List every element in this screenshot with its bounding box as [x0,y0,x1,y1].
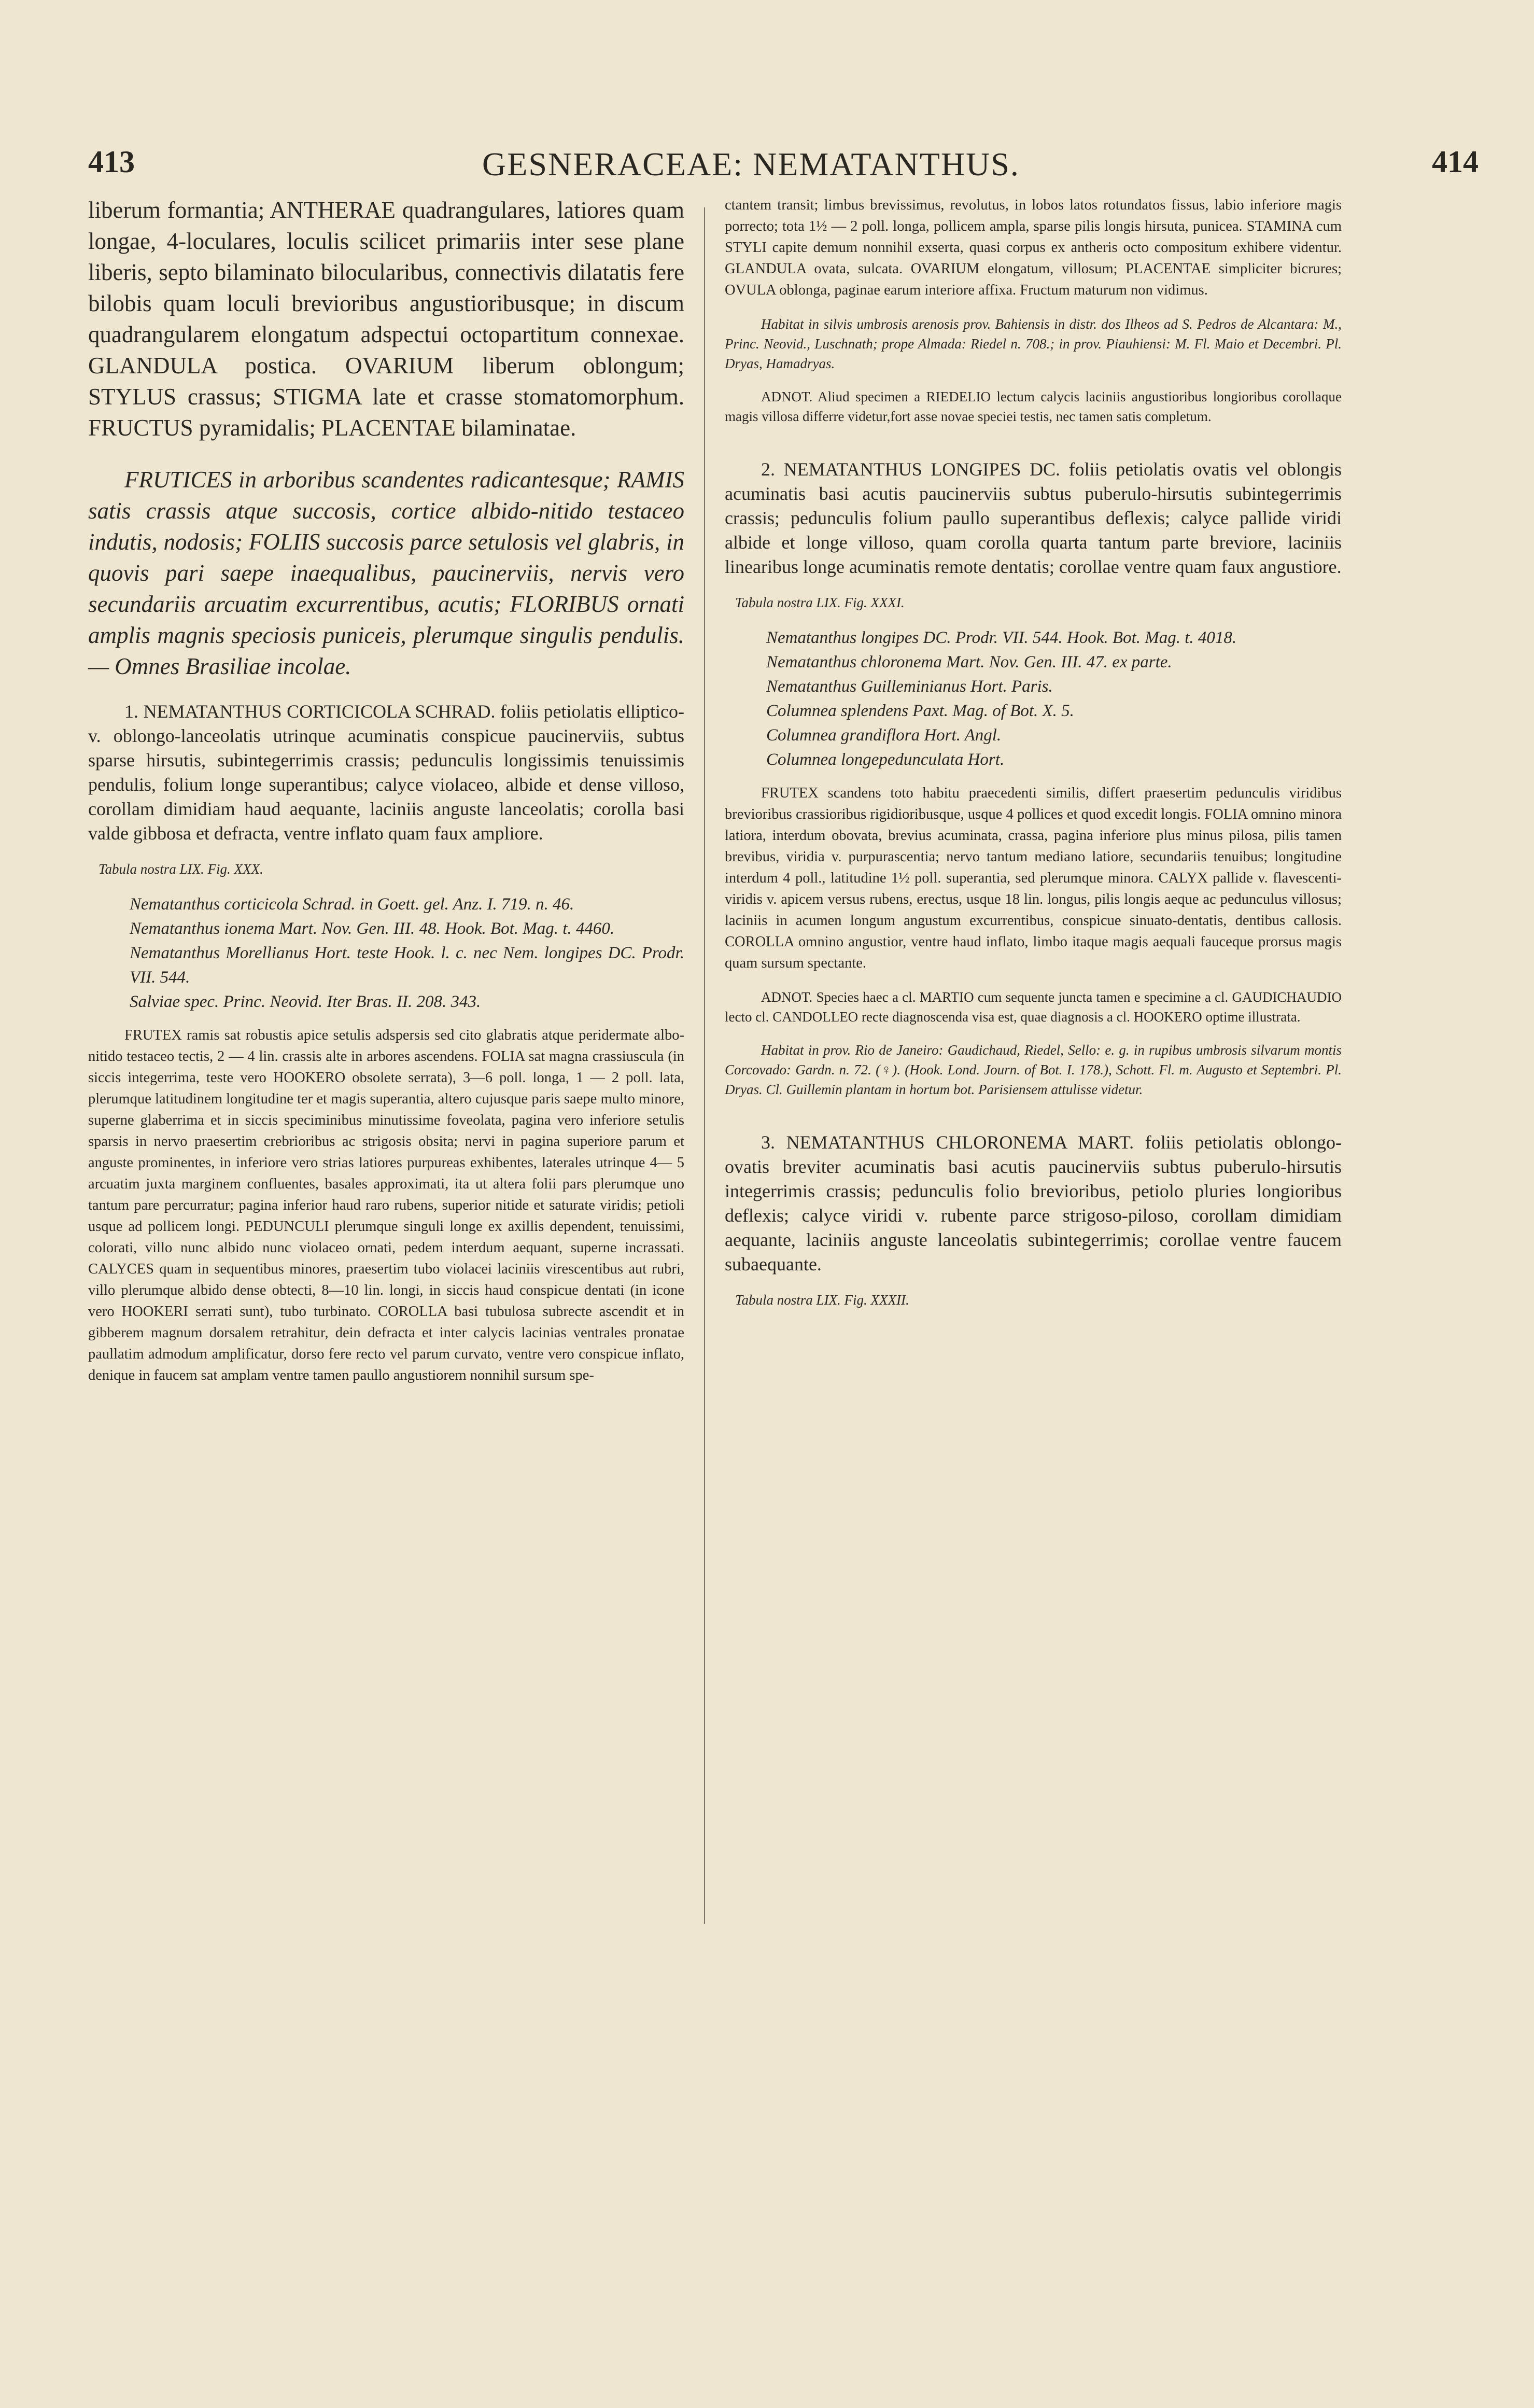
species-2-plate-ref: Tabula nostra LIX. Fig. XXXI. [735,595,905,610]
synonym: Salviae spec. Princ. Neovid. Iter Bras. II. 208. 343. [130,992,481,1011]
right-column [725,194,1342,1310]
species-2-note: ADNOT. Species haec a cl. MARTIO cum sequente juncta tamen e specimine a cl. GAUDICHAUDIO lecto cl. CANDOLLEO recte diagnoscenda visa est, quae diagnosis a cl. HOOKERO optime illustrata. [725,989,1342,1025]
synonym: Nematanthus chloronema Mart. Nov. Gen. III. 47. ex parte. [766,653,1172,671]
species-2-diagnosis: 2. NEMATANTHUS LONGIPES DC. foliis petiolatis ovatis vel oblongis acuminatis basi acutis paucinerviis subtus puberulo-hirsutis subintegerrimis crassis; pedunculis folium paullo superantibus deflexis; calyce pallide viridi albide et longe villoso, quam corolla quarta tantum parte breviore, laciniis linearibus longe acuminatis remote dentatis; corollae ventre quam faux angustiore. [725,459,1342,577]
species-1-description: FRUTEX ramis sat robustis apice setulis adspersis sed cito glabratis atque peridermate albo-nitido testaceo tectis, 2 — 4 lin. crassis alte in arbores ascendens. FOLIA sat magna crassiuscula (in siccis integerrima, teste vero HOOKERO obsolete serrata), 3—6 poll. longa, 1 — 2 poll. lata, plerumque latitudinem longitudine ter et magis superantia, altero cujusque paris saepe multo minore, superne glaberrima et in siccis speciminibus minutissime foveolata, pagina vero inferiore setulis sparsis in nervo praesertim crebrioribus ac strigosis obsita; nervi in pagina superiore parum et anguste prominentes, in inferiore vero strias latiores purpureas exhibentes, laterales utrinque 4— 5 arcuatim juxta marginem confluentes, basales approximati, ita ut altera folii pars plerumque uno tantum pare percurratur; pagina inferior haud raro rubens, superior nitide et saturate viridis; petioli usque ad pollicem longi. PEDUNCULI plerumque singuli longe ex axillis dependent, tenuissimi, colorati, villo nunc albido nunc violaceo ornati, pedem interdum aequant, superne incrassati. CALYCES quam in sequentibus minores, praesertim tubo violacei laciniis virescentibus aut rubri, villo plerumque albido dense obtecti, 8—10 lin. longi, in siccis haud conspicue dentati (in icone vero HOOKERI serrati sunt), tubo turbinato. COROLLA basi tubulosa subrecte ascendit et in gibberem magnum dorsalem retrahitur, dein defracta et inter calycis lacinias ventrales pronatae paullatim admodum amplificatur, dorso fere recto vel parum curvato, ventre vero conspicue inflato, denique in faucem sat amplam ventre tamen paullo angustiorem nonnihil sursum spe- [88,1027,684,1383]
column-divider [704,207,705,1924]
species-3-diagnosis: 3. NEMATANTHUS CHLORONEMA MART. foliis petiolatis oblongo-ovatis breviter acuminatis basi acutis paucinerviis subtus puberulo-hirsutis integerrimis crassis; pedunculis folio brevioribus, petiolo pluries longioribus deflexis; calyce viridi v. rubente parce strigoso-piloso, corollam dimidiam aequante, laciniis anguste lanceolatis subintegerrimis; corollae ventre faucem subaequante. [725,1132,1342,1275]
synonym: Nematanthus corticicola Schrad. in Goett. gel. Anz. I. 719. n. 46. [130,895,574,914]
species-2-description: FRUTEX scandens toto habitu praecedenti similis, differt praesertim pedunculis viridibus brevioribus crassioribus rigidioribusque, usque 4 pollices et quod excedit longis. FOLIA omnino minora latiora, interdum obovata, brevius acuminata, crassa, pagina inferiore plus minus pilosa, pilis tamen brevibus, viridia v. purpurascentia; nervo tantum mediano latiore, secundariis tenuibus; longitudine interdum 4 poll., latitudine 1½ poll. superantia, sed plerumque minora. CALYX pallide v. flavescenti-viridis v. apicem versus rubens, erectus, usque 18 lin. longus, pilis longis aeque ac pedunculus villosus; laciniis in acumen longum angustum excurrentibus, conspicue sinuato-dentatis, dentibus callosis. COROLLA omnino angustior, ventre haud inflato, limbo itaque magis aequali fauceque prorsus magis quam sursum spectante. [725,785,1342,971]
synonym: Nematanthus Morellianus Hort. teste Hook. l. c. nec Nem. longipes DC. Prodr. VII. 544. [130,944,684,987]
species-1-diagnosis: 1. NEMATANTHUS CORTICICOLA SCHRAD. foliis petiolatis elliptico- v. oblongo-lanceolatis utrinque acuminatis conspicue paucinerviis, subtus sparse hirsutis, subintegerrimis crassis; pedunculis longissimis tenuissimis pendulis, folium longe superantibus; calyce violaceo, albide et dense villoso, corollam dimidiam haud aequante, laciniis anguste lanceolatis; corolla basi valde gibbosa et defracta, ventre inflato quam faux ampliore. [88,701,684,844]
page-number-right: 414 [1432,145,1479,179]
species-1-plate-ref: Tabula nostra LIX. Fig. XXX. [98,861,263,877]
species-1-habitat: Habitat in silvis umbrosis arenosis prov. Bahiensis in distr. dos Ilheos ad S. Pedros de Alcantara: M., Princ. Neovid., Luschnath; prope Almada: Riedel n. 708.; in prov. Piauhiensi: M. Fl. Maio et Decembri. Pl. Dryas, Hamadryas. [725,316,1342,371]
species-1-note: ADNOT. Aliud specimen a RIEDELIO lectum calycis laciniis angustioribus longioribus corollaque magis villosa differre videtur,fort asse novae speciei testis, nec tamen satis completum. [725,389,1342,424]
species-1-description-continued: ctantem transit; limbus brevissimus, revolutus, in lobos latos rotundatos fissus, labio inferiore magis porrecto; tota 1½ — 2 poll. longa, pollicem ampla, sparse pilis longis hirsuta, punicea. STAMINA cum STYLI capite demum nonnihil exserta, quasi corpus ex antheris octo compositum exhibere videntur. GLANDULA ovata, sulcata. OVARIUM elongatum, villosum; PLACENTAE simpliciter bicrures; OVULA oblonga, paginae earum interiore affixa. Fructum maturum non vidimus. [725,197,1342,298]
page-number-left: 413 [88,145,135,179]
synonym: Columnea grandiflora Hort. Angl. [766,726,1002,745]
genus-description: liberum formantia; ANTHERAE quadrangulares, latiores quam longae, 4-loculares, loculis scilicet primariis inter sese plane liberis, septo bilaminato bilocularibus, connectivis dilatatis fere bilobis quam loculi brevioribus angustioribusque; in discum quadrangularem elongatum adspectui octopartitum connexae. GLANDULA postica. OVARIUM liberum oblongum; STYLUS crassus; STIGMA late et crasse stomatomorphum. FRUCTUS pyramidalis; PLACENTAE bilaminatae. [88,197,684,441]
synonym: Columnea splendens Paxt. Mag. of Bot. X. 5. [766,702,1074,720]
species-3-plate-ref: Tabula nostra LIX. Fig. XXXII. [735,1292,909,1308]
species-2-synonyms [725,626,1342,772]
species-2-habitat: Habitat in prov. Rio de Janeiro: Gaudichaud, Riedel, Sello: e. g. in rupibus umbrosis silvarum montis Corcovado: Gardn. n. 72. (♀). (Hook. Lond. Journ. of Bot. I. 178.), Schott. Fl. m. Augusto et Septembri. Pl. Dryas. Cl. Guillemin plantam in hortum bot. Parisiensem attulisse videtur. [725,1042,1342,1097]
synonym: Nematanthus Guilleminianus Hort. Paris. [766,677,1053,696]
left-column [88,194,684,1386]
species-1-synonyms [88,892,684,1014]
genus-habit: FRUTICES in arboribus scandentes radicantesque; RAMIS satis crassis atque succosis, cortice albido-nitido testaceo indutis, nodosis; FOLIIS succosis parce setulosis vel glabris, in quovis pari saepe inaequalibus, paucinerviis, nervis vero secundariis arcuatim excurrentibus, acutis; FLORIBUS ornati amplis magnis speciosis puniceis, plerumque singulis pendulis. — Omnes Brasiliae incolae. [88,467,684,679]
running-title: GESNERACEAE: NEMATANTHUS. [482,146,1020,183]
synonym: Nematanthus longipes DC. Prodr. VII. 544. Hook. Bot. Mag. t. 4018. [766,628,1237,647]
synonym: Nematanthus ionema Mart. Nov. Gen. III. 48. Hook. Bot. Mag. t. 4460. [130,919,615,938]
synonym: Columnea longepedunculata Hort. [766,750,1005,769]
